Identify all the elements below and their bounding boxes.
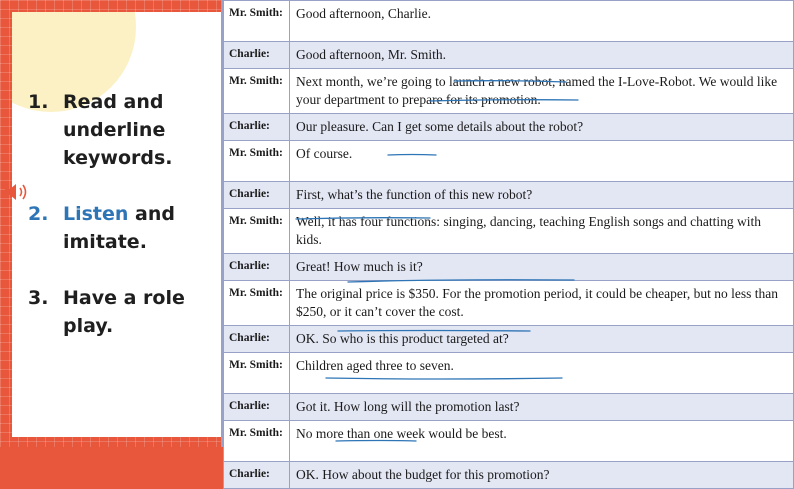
dialogue-line: OK. So who is this product targeted at? (290, 326, 794, 353)
dialogue-line: Next month, we’re going to launch a new robot, named the I-Love-Robot. We would like your department to prepare for its promotion. (290, 69, 794, 114)
step-number: 3. (28, 287, 49, 309)
dialogue-line: OK. How about the budget for this promotion? (290, 462, 794, 489)
dialogue-row (224, 394, 794, 421)
dialogue-row (224, 421, 794, 462)
dialogue-line: The original price is $350. For the promotion period, it could be cheaper, but no less than $250, or it can’t cover the cost. (290, 281, 794, 326)
dialogue-line: Great! How much is it? (290, 254, 794, 281)
speaker-icon[interactable] (4, 182, 30, 202)
speaker-name: Mr. Smith: (224, 281, 290, 326)
speaker-name: Mr. Smith: (224, 353, 290, 394)
speaker-name: Mr. Smith: (224, 141, 290, 182)
step-rest: and imitate. (63, 203, 176, 253)
step-role-play (28, 284, 198, 340)
step-text (63, 200, 198, 256)
step-read (28, 88, 198, 172)
dialogue-row (224, 42, 794, 69)
dialogue-line: Good afternoon, Mr. Smith. (290, 42, 794, 69)
dialogue-line: Children aged three to seven. (290, 353, 794, 394)
speaker-name: Charlie: (224, 42, 290, 69)
step-number: 1. (28, 91, 49, 113)
speaker-name: Mr. Smith: (224, 69, 290, 114)
dialogue-row (224, 182, 794, 209)
dialogue-row (224, 69, 794, 114)
speaker-name: Mr. Smith: (224, 1, 290, 42)
dialogue-line: Good afternoon, Charlie. (290, 1, 794, 42)
dialogue-row (224, 462, 794, 489)
speaker-name: Charlie: (224, 254, 290, 281)
dialogue-row (224, 1, 794, 42)
speaker-name: Mr. Smith: (224, 421, 290, 462)
task-steps (28, 88, 198, 368)
dialogue-table (223, 0, 794, 489)
dialogue-row (224, 114, 794, 141)
dialogue-line: Our pleasure. Can I get some details about the robot? (290, 114, 794, 141)
dialogue-line: Well, it has four functions: singing, dancing, teaching English songs and chatting with kids. (290, 209, 794, 254)
dialogue-line: No more than one week would be best. (290, 421, 794, 462)
speaker-name: Charlie: (224, 462, 290, 489)
step-text: Read and underline keywords. (63, 91, 173, 169)
dialogue-row (224, 209, 794, 254)
dialogue-row (224, 254, 794, 281)
dialogue-row (224, 353, 794, 394)
dialogue-line: First, what’s the function of this new robot? (290, 182, 794, 209)
dialogue-row (224, 281, 794, 326)
speaker-name: Charlie: (224, 326, 290, 353)
dialogue-table-container (221, 0, 794, 482)
step-listen (28, 200, 198, 256)
speaker-name: Mr. Smith: (224, 209, 290, 254)
speaker-name: Charlie: (224, 114, 290, 141)
step-number: 2. (28, 203, 49, 225)
speaker-name: Charlie: (224, 182, 290, 209)
step-highlight: Listen (63, 203, 129, 225)
speaker-name: Charlie: (224, 394, 290, 421)
dialogue-row (224, 326, 794, 353)
dialogue-row (224, 141, 794, 182)
dialogue-line: Of course. (290, 141, 794, 182)
step-text: Have a role play. (63, 287, 185, 337)
dialogue-line: Got it. How long will the promotion last? (290, 394, 794, 421)
